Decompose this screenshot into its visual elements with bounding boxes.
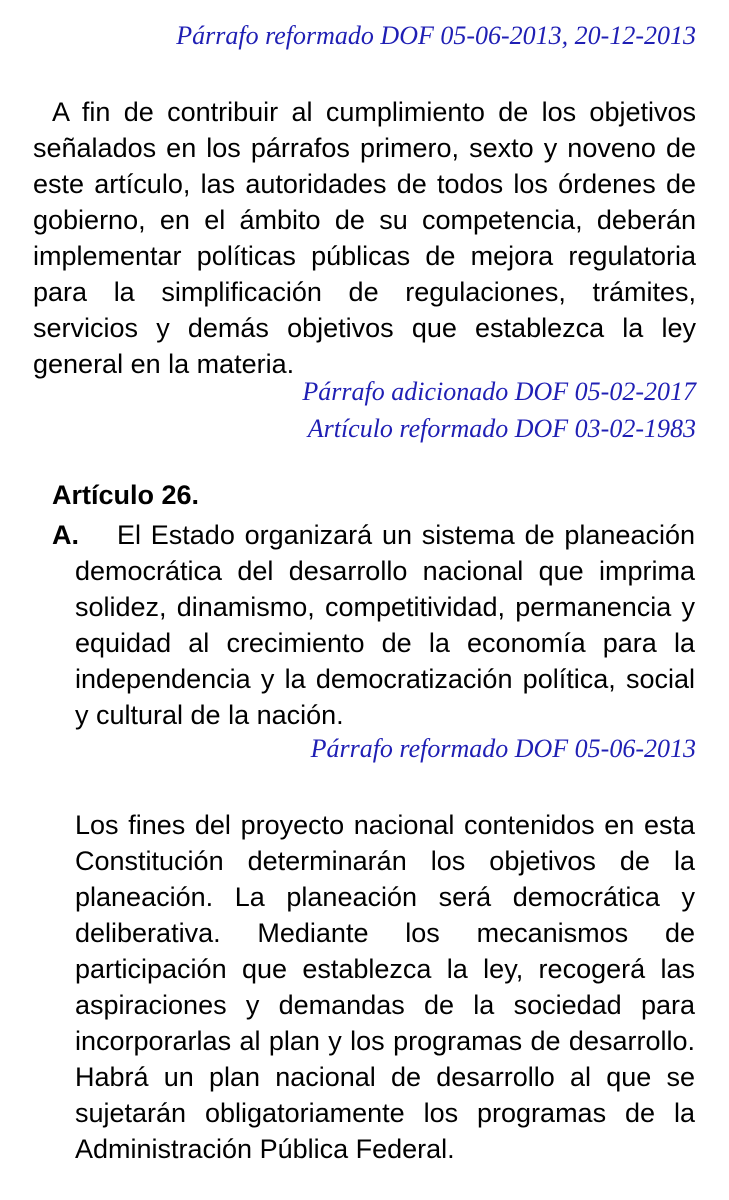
amendment-note: Párrafo reformado DOF 05-06-2013: [310, 734, 696, 763]
amendment-note: Artículo reformado DOF 03-02-1983: [307, 414, 696, 443]
paragraph-national-project: Los fines del proyecto nacional contenidos en esta Constitución determinarán los objetivos de la planeación. La planeación será democrática y deliberativa. Mediante los mecanismos de participación que establezca la ley, recogerá las aspiraciones y demandas de la sociedad para incorporarlas al plan y los programas de desarrollo. Habrá un plan nacional de desarrollo al que se sujetarán obligatoriamente los programas de la Administración Pública Federal.: [75, 810, 695, 1164]
article-heading: Artículo 26.: [52, 480, 200, 510]
amendment-note: Párrafo reformado DOF 05-06-2013, 20-12-2013: [176, 21, 696, 50]
paragraph-regulatory-improvement: A fin de contribuir al cumplimiento de los objetivos señalados en los párrafos primero, sexto y noveno de este artículo, las autoridades de todos los órdenes de gobierno, en el ámbito de su competencia, deberán implementar políticas públicas de mejora regulatoria para la simplificación de regulaciones, trámites, servicios y demás objetivos que establezca la ley general en la materia.: [33, 97, 696, 379]
amendment-note: Párrafo adicionado DOF 05-02-2017: [302, 377, 696, 406]
section-label: A.: [52, 520, 79, 550]
paragraph-planning-system: El Estado organizará un sistema de planeación democrática del desarrollo nacional que imprima solidez, dinamismo, competitividad, permanencia y equidad al crecimiento de la economía para la independencia y la democratización política, social y cultural de la nación.: [75, 520, 695, 730]
